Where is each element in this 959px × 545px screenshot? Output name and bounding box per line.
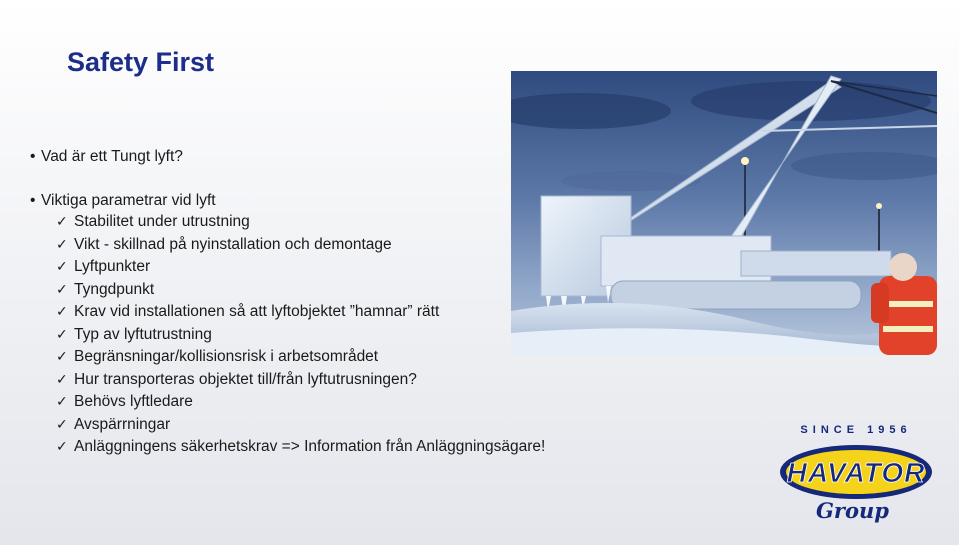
bullet-icon: • xyxy=(30,191,36,209)
check-item xyxy=(56,234,545,257)
logo-group-text: Group xyxy=(816,498,889,523)
check-item xyxy=(56,301,545,324)
check-item-text: Anläggningens säkerhetskrav => Information från Anläggningsägare! xyxy=(74,438,546,455)
checkmark-icon: ✓ xyxy=(56,439,68,455)
check-item-text: Krav vid installationen så att lyftobjektet ”hamnar” rätt xyxy=(74,303,440,320)
checkmark-icon: ✓ xyxy=(56,281,68,298)
check-item xyxy=(56,279,545,302)
check-item-text: Lyftpunkter xyxy=(74,258,151,275)
checkmark-icon: ✓ xyxy=(56,371,68,388)
check-item-text: Stabilitet under utrustning xyxy=(74,213,250,230)
check-item-text: Tyngdpunkt xyxy=(74,280,155,298)
checkmark-icon: ✓ xyxy=(56,394,68,410)
check-item xyxy=(56,369,545,392)
bullet-item xyxy=(30,190,545,212)
bullet-item xyxy=(30,146,545,168)
bullet-text: Vad är ett Tungt lyft? xyxy=(41,148,183,165)
havator-emblem-icon xyxy=(776,440,936,502)
checkmark-icon: ✓ xyxy=(56,236,68,253)
check-item xyxy=(56,211,545,234)
check-list xyxy=(30,211,545,459)
check-item xyxy=(56,391,545,414)
check-item xyxy=(56,324,545,347)
logo-since-text: SINCE 1956 xyxy=(800,424,912,436)
checkmark-icon: ✓ xyxy=(56,416,68,433)
checkmark-icon: ✓ xyxy=(56,304,68,320)
check-item-text: Hur transporteras objektet till/från lyftutrusningen? xyxy=(74,370,417,388)
bullet-icon: • xyxy=(30,148,36,165)
havator-group-logo xyxy=(776,420,936,532)
check-item xyxy=(56,436,545,459)
slide-content xyxy=(30,146,545,459)
checkmark-icon: ✓ xyxy=(56,349,68,365)
check-item xyxy=(56,256,545,279)
checkmark-icon: ✓ xyxy=(56,326,68,343)
check-item-text: Typ av lyftutrustning xyxy=(74,325,212,343)
check-item-text: Behövs lyftledare xyxy=(74,393,193,410)
checkmark-icon: ✓ xyxy=(56,259,68,275)
check-item-text: Vikt - skillnad på nyinstallation och demontage xyxy=(74,235,392,253)
slide-title: Safety First xyxy=(67,47,215,77)
checkmark-icon: ✓ xyxy=(56,214,68,230)
check-item-text: Begränsningar/kollisionsrisk i arbetsområdet xyxy=(74,348,379,365)
check-item xyxy=(56,346,545,369)
logo-brand-text: HAVATOR xyxy=(786,457,926,488)
check-item xyxy=(56,414,545,437)
bullet-text: Viktiga parametrar vid lyft xyxy=(41,191,216,209)
check-item-text: Avspärrningar xyxy=(74,415,171,433)
icy-crane-photo xyxy=(511,71,937,355)
